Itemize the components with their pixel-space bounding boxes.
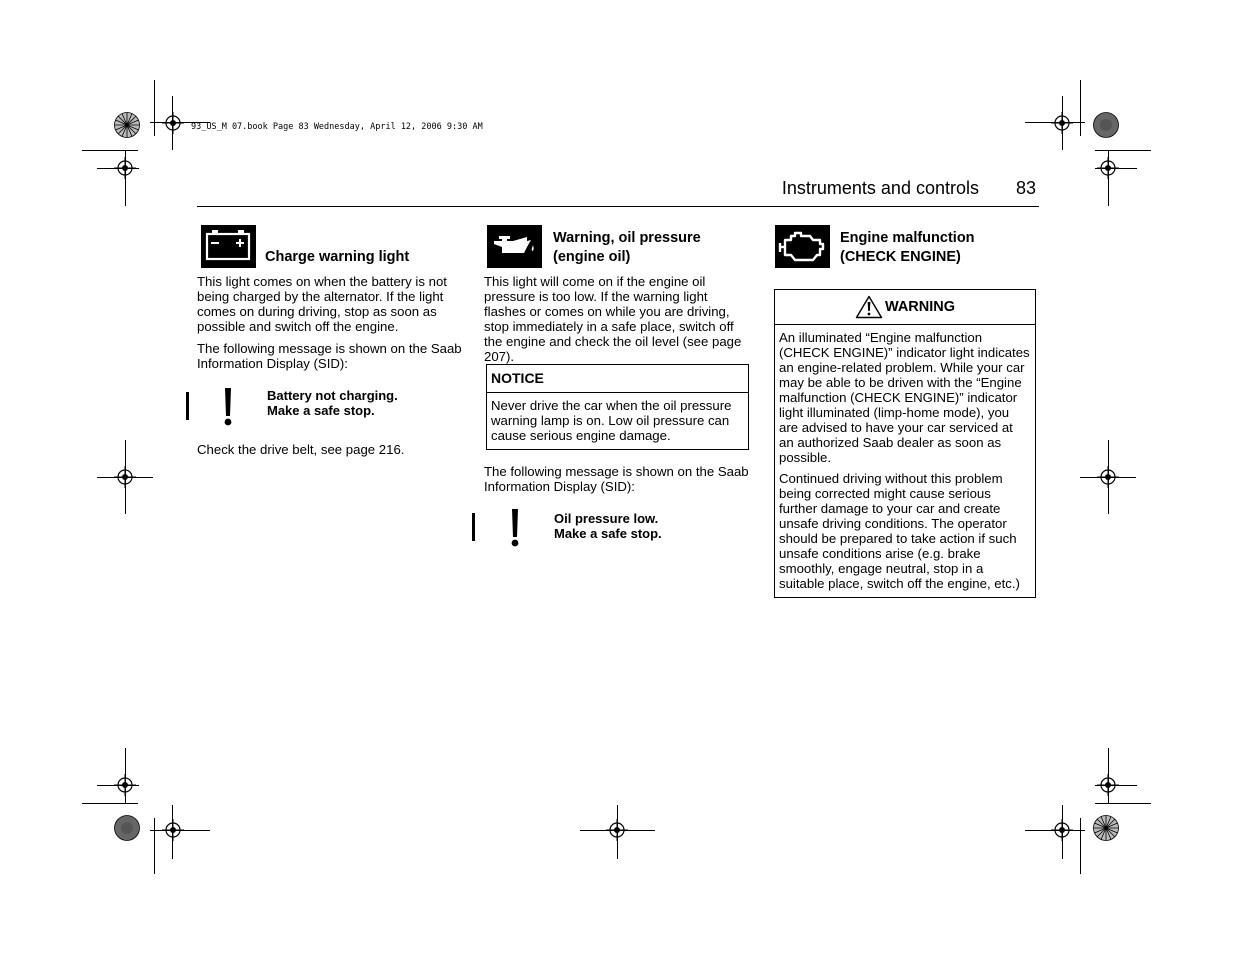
warning-box	[774, 289, 1036, 598]
oil-pressure-description: This light will come on if the engine oil pressure is too low. If the warning light flashes or comes on while you are driving, stop immediately in a safe place, switch off the engine and check the oil level (see page 207).	[484, 274, 742, 364]
sid-intro-text: The following message is shown on the Saab Information Display (SID):	[197, 341, 462, 371]
charge-warning-heading: Charge warning light	[265, 249, 410, 265]
warning-triangle-icon	[855, 295, 883, 319]
header-rule	[197, 206, 1039, 207]
notice-title: NOTICE	[487, 365, 748, 393]
print-meta-line: 93_US_M 07.book Page 83 Wednesday, April 12, 2006 9:30 AM	[191, 122, 483, 132]
warning-title: WARNING	[884, 299, 956, 315]
registration-target-icon	[162, 819, 184, 841]
registration-target-icon	[1097, 774, 1119, 796]
exclamation-icon	[222, 387, 234, 427]
registration-target-icon	[162, 112, 184, 134]
engine-icon	[775, 225, 830, 268]
starburst-target-icon	[1093, 815, 1119, 841]
section-title: Instruments and controls	[781, 178, 979, 198]
oil-pressure-heading: Warning, oil pressure (engine oil)	[553, 230, 701, 265]
warning-body	[775, 325, 1035, 597]
drive-belt-text: Check the drive belt, see page 216.	[197, 442, 405, 457]
battery-icon	[201, 225, 256, 268]
change-bar	[472, 513, 475, 541]
notice-body: Never drive the car when the oil pressure warning lamp is on. Low oil pressure can cause serious engine damage.	[491, 398, 732, 443]
registration-target-icon	[1097, 466, 1119, 488]
engine-malfunction-heading: Engine malfunction (CHECK ENGINE)	[840, 230, 975, 265]
warning-paragraph-1: An illuminated “Engine malfunction (CHECK ENGINE)” indicator light indicates an engine-related problem. While your car may be able to be driven with the “Engine malfunction (CHECK ENGINE)” indicator light illuminated (limp-home mode), you are advised to have your car serviced at an authorized Saab dealer as soon as possible.	[779, 330, 1030, 465]
page-number: 83	[1016, 178, 1037, 198]
registration-target-icon	[1051, 112, 1073, 134]
sid-message-battery: Battery not charging. Make a safe stop.	[267, 388, 398, 418]
registration-target-icon	[1097, 157, 1119, 179]
color-target-icon	[114, 815, 140, 841]
starburst-target-icon	[114, 112, 140, 138]
warning-header	[775, 290, 1035, 325]
charge-warning-description: This light comes on when the battery is not being charged by the alternator. If the light comes on during driving, stop as soon as possible and switch off the engine.	[197, 274, 447, 334]
color-target-icon	[1093, 112, 1119, 138]
registration-target-icon	[114, 157, 136, 179]
sid-message-oil: Oil pressure low. Make a safe stop.	[554, 511, 662, 541]
registration-target-icon	[114, 774, 136, 796]
change-bar	[186, 392, 189, 420]
notice-box	[486, 364, 749, 450]
exclamation-icon	[509, 508, 521, 548]
registration-target-icon	[1051, 819, 1073, 841]
sid-intro-text: The following message is shown on the Saab Information Display (SID):	[484, 464, 749, 494]
oil-can-icon	[487, 225, 542, 268]
warning-paragraph-2: Continued driving without this problem being corrected might cause serious further damage to your car and create unsafe driving conditions. The operator should be prepared to take action if such unsafe conditions arise (e.g. brake smoothly, engage neutral, stop in a suitable place, switch off the engine, etc.)	[779, 471, 1020, 591]
registration-target-icon	[114, 466, 136, 488]
registration-target-icon	[606, 819, 628, 841]
